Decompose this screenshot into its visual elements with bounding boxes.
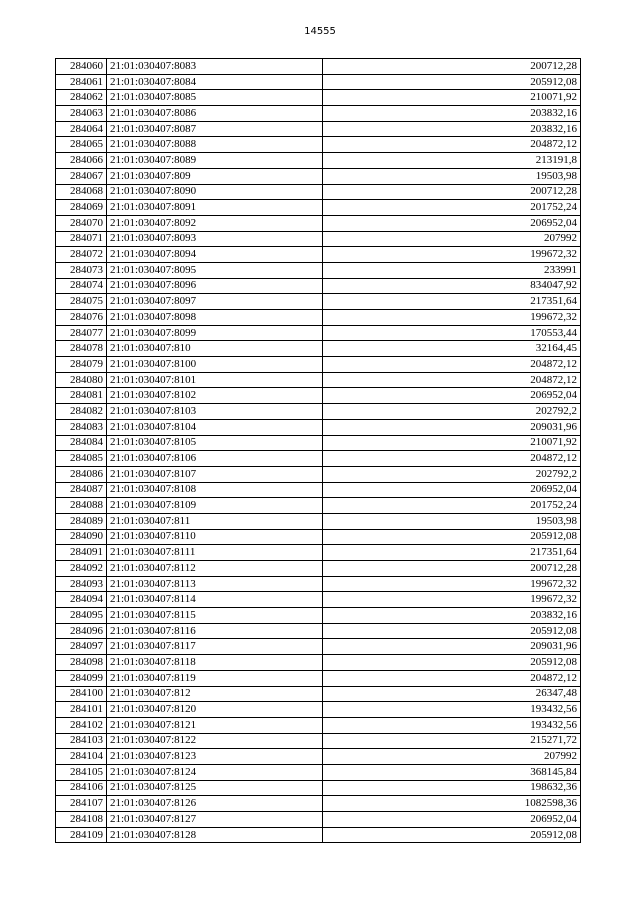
cadastral-number: 21:01:030407:8126 (107, 796, 323, 812)
cadastral-value: 199672,32 (323, 247, 581, 263)
table-row (56, 576, 581, 592)
cadastral-number: 21:01:030407:8090 (107, 184, 323, 200)
table-row (56, 137, 581, 153)
cadastral-number: 21:01:030407:8085 (107, 90, 323, 106)
cadastral-value: 201752,24 (323, 200, 581, 216)
cadastral-value: 209031,96 (323, 639, 581, 655)
cadastral-number: 21:01:030407:8097 (107, 294, 323, 310)
cadastral-number: 21:01:030407:8114 (107, 592, 323, 608)
row-number: 284091 (56, 545, 107, 561)
row-number: 284102 (56, 717, 107, 733)
cadastral-number: 21:01:030407:8116 (107, 623, 323, 639)
row-number: 284068 (56, 184, 107, 200)
row-number: 284074 (56, 278, 107, 294)
cadastral-value: 210071,92 (323, 90, 581, 106)
row-number: 284106 (56, 780, 107, 796)
cadastral-value: 199672,32 (323, 592, 581, 608)
row-number: 284070 (56, 215, 107, 231)
cadastral-value: 170553,44 (323, 325, 581, 341)
table-row (56, 623, 581, 639)
cadastral-value: 1082598,36 (323, 796, 581, 812)
cadastral-value: 204872,12 (323, 372, 581, 388)
cadastral-number: 21:01:030407:811 (107, 513, 323, 529)
table-row (56, 231, 581, 247)
table-row (56, 310, 581, 326)
cadastral-number: 21:01:030407:8121 (107, 717, 323, 733)
table-row (56, 247, 581, 263)
cadastral-value: 368145,84 (323, 764, 581, 780)
row-number: 284097 (56, 639, 107, 655)
cadastral-number: 21:01:030407:8104 (107, 419, 323, 435)
cadastral-value: 206952,04 (323, 812, 581, 828)
cadastral-number: 21:01:030407:8125 (107, 780, 323, 796)
table-row (56, 90, 581, 106)
cadastral-number: 21:01:030407:8124 (107, 764, 323, 780)
table-row (56, 827, 581, 843)
table-row (56, 655, 581, 671)
row-number: 284085 (56, 451, 107, 467)
cadastral-number: 21:01:030407:8109 (107, 498, 323, 514)
cadastral-value: 204872,12 (323, 357, 581, 373)
table-row (56, 341, 581, 357)
table-row (56, 357, 581, 373)
row-number: 284069 (56, 200, 107, 216)
row-number: 284096 (56, 623, 107, 639)
cadastral-value: 205912,08 (323, 623, 581, 639)
table-row (56, 702, 581, 718)
row-number: 284082 (56, 404, 107, 420)
cadastral-number: 21:01:030407:8099 (107, 325, 323, 341)
cadastral-value: 233991 (323, 262, 581, 278)
cadastral-number: 21:01:030407:8113 (107, 576, 323, 592)
cadastral-value: 204872,12 (323, 670, 581, 686)
row-number: 284072 (56, 247, 107, 263)
cadastral-number: 21:01:030407:8095 (107, 262, 323, 278)
table-row (56, 561, 581, 577)
table-row (56, 451, 581, 467)
row-number: 284065 (56, 137, 107, 153)
row-number: 284092 (56, 561, 107, 577)
row-number: 284087 (56, 482, 107, 498)
table-row (56, 294, 581, 310)
table-row (56, 796, 581, 812)
cadastral-value: 26347,48 (323, 686, 581, 702)
cadastral-number: 21:01:030407:8117 (107, 639, 323, 655)
cadastral-value: 217351,64 (323, 545, 581, 561)
cadastral-value: 217351,64 (323, 294, 581, 310)
row-number: 284066 (56, 153, 107, 169)
table-body (56, 59, 581, 843)
row-number: 284064 (56, 121, 107, 137)
row-number: 284107 (56, 796, 107, 812)
row-number: 284095 (56, 608, 107, 624)
cadastral-value: 206952,04 (323, 482, 581, 498)
cadastral-number: 21:01:030407:8119 (107, 670, 323, 686)
table-row (56, 435, 581, 451)
cadastral-number: 21:01:030407:8108 (107, 482, 323, 498)
cadastral-value: 209031,96 (323, 419, 581, 435)
cadastral-value: 200712,28 (323, 59, 581, 75)
row-number: 284079 (56, 357, 107, 373)
cadastral-value: 201752,24 (323, 498, 581, 514)
cadastral-number: 21:01:030407:8101 (107, 372, 323, 388)
cadastral-number: 21:01:030407:810 (107, 341, 323, 357)
table-row (56, 686, 581, 702)
page-number: 14555 (304, 26, 336, 37)
row-number: 284105 (56, 764, 107, 780)
cadastral-number: 21:01:030407:8107 (107, 466, 323, 482)
cadastral-number: 21:01:030407:8115 (107, 608, 323, 624)
row-number: 284103 (56, 733, 107, 749)
cadastral-value: 213191,8 (323, 153, 581, 169)
cadastral-value: 199672,32 (323, 576, 581, 592)
table-row (56, 513, 581, 529)
row-number: 284078 (56, 341, 107, 357)
table-row (56, 482, 581, 498)
cadastral-value: 205912,08 (323, 827, 581, 843)
row-number: 284084 (56, 435, 107, 451)
row-number: 284090 (56, 529, 107, 545)
cadastral-number: 21:01:030407:809 (107, 168, 323, 184)
row-number: 284060 (56, 59, 107, 75)
cadastral-value: 215271,72 (323, 733, 581, 749)
row-number: 284093 (56, 576, 107, 592)
row-number: 284099 (56, 670, 107, 686)
row-number: 284067 (56, 168, 107, 184)
row-number: 284088 (56, 498, 107, 514)
table-row (56, 106, 581, 122)
table-row (56, 733, 581, 749)
cadastral-value: 203832,16 (323, 608, 581, 624)
table-row (56, 404, 581, 420)
table-row (56, 749, 581, 765)
cadastral-value: 202792,2 (323, 404, 581, 420)
table-row (56, 121, 581, 137)
row-number: 284100 (56, 686, 107, 702)
cadastral-value: 834047,92 (323, 278, 581, 294)
cadastral-number: 21:01:030407:8092 (107, 215, 323, 231)
table-row (56, 153, 581, 169)
cadastral-value: 204872,12 (323, 451, 581, 467)
cadastral-number: 21:01:030407:8089 (107, 153, 323, 169)
table-row (56, 592, 581, 608)
cadastral-value: 206952,04 (323, 215, 581, 231)
cadastral-number: 21:01:030407:8110 (107, 529, 323, 545)
cadastral-value: 210071,92 (323, 435, 581, 451)
cadastral-number: 21:01:030407:8106 (107, 451, 323, 467)
row-number: 284108 (56, 812, 107, 828)
table-row (56, 372, 581, 388)
row-number: 284077 (56, 325, 107, 341)
row-number: 284071 (56, 231, 107, 247)
cadastral-number: 21:01:030407:8123 (107, 749, 323, 765)
table-row (56, 325, 581, 341)
cadastral-number: 21:01:030407:8086 (107, 106, 323, 122)
row-number: 284075 (56, 294, 107, 310)
table-row (56, 262, 581, 278)
table-row (56, 608, 581, 624)
cadastral-number: 21:01:030407:8091 (107, 200, 323, 216)
row-number: 284098 (56, 655, 107, 671)
cadastral-number: 21:01:030407:812 (107, 686, 323, 702)
cadastral-number: 21:01:030407:8118 (107, 655, 323, 671)
cadastral-value: 199672,32 (323, 310, 581, 326)
cadastral-number: 21:01:030407:8083 (107, 59, 323, 75)
row-number: 284062 (56, 90, 107, 106)
table-row (56, 545, 581, 561)
cadastral-number: 21:01:030407:8094 (107, 247, 323, 263)
table-row (56, 419, 581, 435)
row-number: 284104 (56, 749, 107, 765)
row-number: 284101 (56, 702, 107, 718)
row-number: 284080 (56, 372, 107, 388)
row-number: 284109 (56, 827, 107, 843)
cadastral-number: 21:01:030407:8111 (107, 545, 323, 561)
cadastral-value: 200712,28 (323, 184, 581, 200)
cadastre-value-table (55, 58, 581, 843)
cadastral-value: 193432,56 (323, 702, 581, 718)
cadastral-value: 198632,36 (323, 780, 581, 796)
table-row (56, 670, 581, 686)
cadastral-number: 21:01:030407:8100 (107, 357, 323, 373)
cadastral-number: 21:01:030407:8128 (107, 827, 323, 843)
table-row (56, 388, 581, 404)
cadastral-number: 21:01:030407:8120 (107, 702, 323, 718)
cadastral-number: 21:01:030407:8105 (107, 435, 323, 451)
cadastral-number: 21:01:030407:8088 (107, 137, 323, 153)
table-row (56, 215, 581, 231)
table-row (56, 717, 581, 733)
cadastral-number: 21:01:030407:8103 (107, 404, 323, 420)
row-number: 284081 (56, 388, 107, 404)
table-row (56, 498, 581, 514)
row-number: 284094 (56, 592, 107, 608)
table-row (56, 168, 581, 184)
table-row (56, 529, 581, 545)
row-number: 284061 (56, 74, 107, 90)
cadastral-value: 205912,08 (323, 655, 581, 671)
cadastral-value: 205912,08 (323, 74, 581, 90)
row-number: 284083 (56, 419, 107, 435)
cadastral-value: 193432,56 (323, 717, 581, 733)
table-row (56, 780, 581, 796)
cadastral-value: 207992 (323, 231, 581, 247)
cadastral-value: 203832,16 (323, 121, 581, 137)
cadastral-value: 200712,28 (323, 561, 581, 577)
cadastral-value: 204872,12 (323, 137, 581, 153)
cadastral-number: 21:01:030407:8087 (107, 121, 323, 137)
table-row (56, 639, 581, 655)
cadastral-number: 21:01:030407:8084 (107, 74, 323, 90)
row-number: 284073 (56, 262, 107, 278)
row-number: 284089 (56, 513, 107, 529)
cadastral-number: 21:01:030407:8096 (107, 278, 323, 294)
row-number: 284063 (56, 106, 107, 122)
row-number: 284076 (56, 310, 107, 326)
table-row (56, 812, 581, 828)
cadastral-number: 21:01:030407:8122 (107, 733, 323, 749)
cadastral-value: 205912,08 (323, 529, 581, 545)
cadastral-value: 19503,98 (323, 513, 581, 529)
table-row (56, 74, 581, 90)
cadastral-number: 21:01:030407:8127 (107, 812, 323, 828)
cadastral-value: 202792,2 (323, 466, 581, 482)
cadastral-value: 32164,45 (323, 341, 581, 357)
cadastral-number: 21:01:030407:8112 (107, 561, 323, 577)
table-row (56, 764, 581, 780)
cadastral-number: 21:01:030407:8098 (107, 310, 323, 326)
cadastral-number: 21:01:030407:8093 (107, 231, 323, 247)
table-row (56, 184, 581, 200)
cadastral-value: 206952,04 (323, 388, 581, 404)
table-row (56, 200, 581, 216)
table-row (56, 59, 581, 75)
cadastral-value: 207992 (323, 749, 581, 765)
cadastral-value: 19503,98 (323, 168, 581, 184)
table-row (56, 466, 581, 482)
cadastral-number: 21:01:030407:8102 (107, 388, 323, 404)
table-row (56, 278, 581, 294)
cadastral-value: 203832,16 (323, 106, 581, 122)
row-number: 284086 (56, 466, 107, 482)
